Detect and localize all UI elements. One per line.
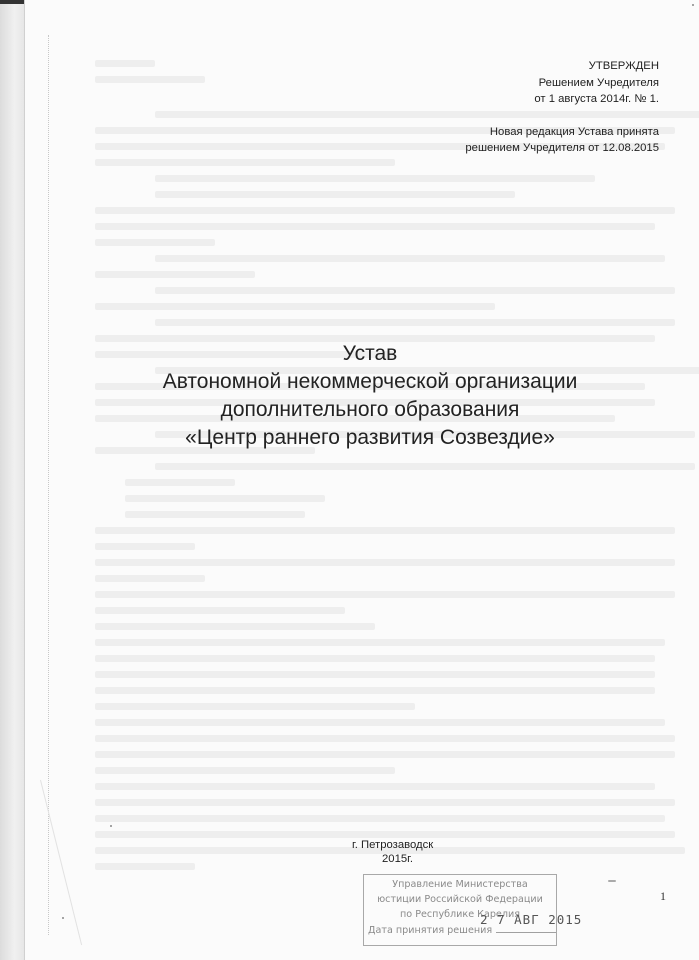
document-title (120, 340, 620, 452)
stamp-line-region: по Республике Карелия (400, 909, 520, 920)
city: г. Петрозаводск (352, 839, 434, 851)
year: 2015г. (382, 853, 414, 865)
paper-speck (110, 825, 112, 827)
binding-edge-shadow (0, 0, 24, 4)
title-line-charter: Устав (342, 342, 398, 365)
page-fold-line (40, 780, 82, 945)
approval-decision: Решением Учредителя (538, 76, 659, 89)
stamp-line-justice: юстиции Российской Федерации (377, 894, 543, 905)
paper-speck (608, 880, 616, 882)
bleed-through-text-background (95, 60, 685, 860)
registration-stamp (363, 874, 557, 946)
approval-heading: УТВЕРЖДЕН (588, 60, 659, 72)
stamp-date-value: 2 7 АВГ 2015 (480, 912, 583, 927)
title-line-org-name: «Центр раннего развития Созвездие» (185, 426, 555, 449)
title-line-education: дополнительного образования (220, 398, 520, 421)
approval-block (465, 58, 659, 157)
approval-date: от 1 августа 2014г. № 1. (534, 93, 659, 105)
title-line-org-type: Автономной некоммерческой организации (162, 370, 578, 393)
page-number: 1 (660, 889, 666, 903)
stamp-date-label: Дата принятия решения (368, 925, 493, 936)
paper-speck (62, 917, 64, 919)
stitch-line (48, 35, 49, 935)
page-binding-edge (0, 0, 25, 960)
paper-speck (692, 4, 694, 6)
stamp-line-ministry: Управление Министерства (392, 879, 528, 890)
revision-note: Новая редакция Устава принята (489, 125, 659, 138)
revision-date: решением Учредителя от 12.08.2015 (465, 142, 659, 154)
